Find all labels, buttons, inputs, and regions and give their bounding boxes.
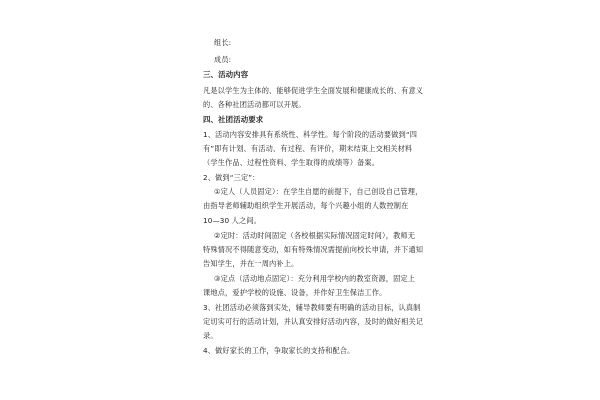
leader-label: 组长: (214, 38, 232, 47)
sub2-line-1: ②定时：活动时间固定（各校根据实际情况固定时间），教师无 (214, 231, 416, 240)
item3-line-2: 定切实可行的活动计划，并认真安排好活动内容，及时的做好相关记 (203, 317, 424, 326)
sub2-line-3: 告知学生，并在一周内补上。 (203, 259, 299, 268)
item1-line-1: 1、活动内容安排具有系统性、科学性。每个阶段的活动要做到“四 (203, 130, 418, 139)
item4-line: 4、做好家长的工作，争取家长的支持和配合。 (203, 346, 355, 355)
item1-line-3: （学生作品、过程性资料、学生取得的成绩等）备案。 (203, 158, 380, 167)
sub3-line-2: 课地点，爱护学校的设施、设备，并作好卫生保洁工作。 (203, 288, 387, 297)
section3-heading: 三、活动内容 (203, 70, 249, 79)
item3-line-1: 3、社团活动必须落到实处，辅导教师要有明确的活动目标，认真制 (203, 303, 421, 312)
sub1-line-1: ①定人（人员固定）：在学生自愿的前提下，自己创设自己管理， (214, 187, 423, 196)
item3-line-3: 录。 (203, 331, 218, 340)
sub1-line-2: 由指导老师辅助组织学生开展活动，每个兴趣小组的人数控制在 (203, 201, 409, 210)
item2-line: 2、做到“三定”： (203, 173, 260, 182)
sub3-line-1: ③定点（活动地点固定）：充分利用学校内的教室资源，固定上 (214, 274, 416, 283)
item1-line-2: 有”即有计划、有活动、有过程、有评价，期末结束上交相关材料 (203, 144, 413, 153)
sub1-line-3: 10—30 人之间。 (203, 216, 262, 225)
sub2-line-2: 特殊情况不得随意变动，如有特殊情况需提前向校长申请，并下通知 (203, 245, 424, 254)
section3-line-1: 凡是以学生为主体的、能够促进学生全面发展和健康成长的、有意义 (203, 86, 424, 95)
section3-line-2: 的、各种社团活动都可以开展。 (203, 100, 306, 109)
member-label: 成员: (214, 55, 232, 64)
section4-heading: 四、社团活动要求 (203, 115, 264, 124)
